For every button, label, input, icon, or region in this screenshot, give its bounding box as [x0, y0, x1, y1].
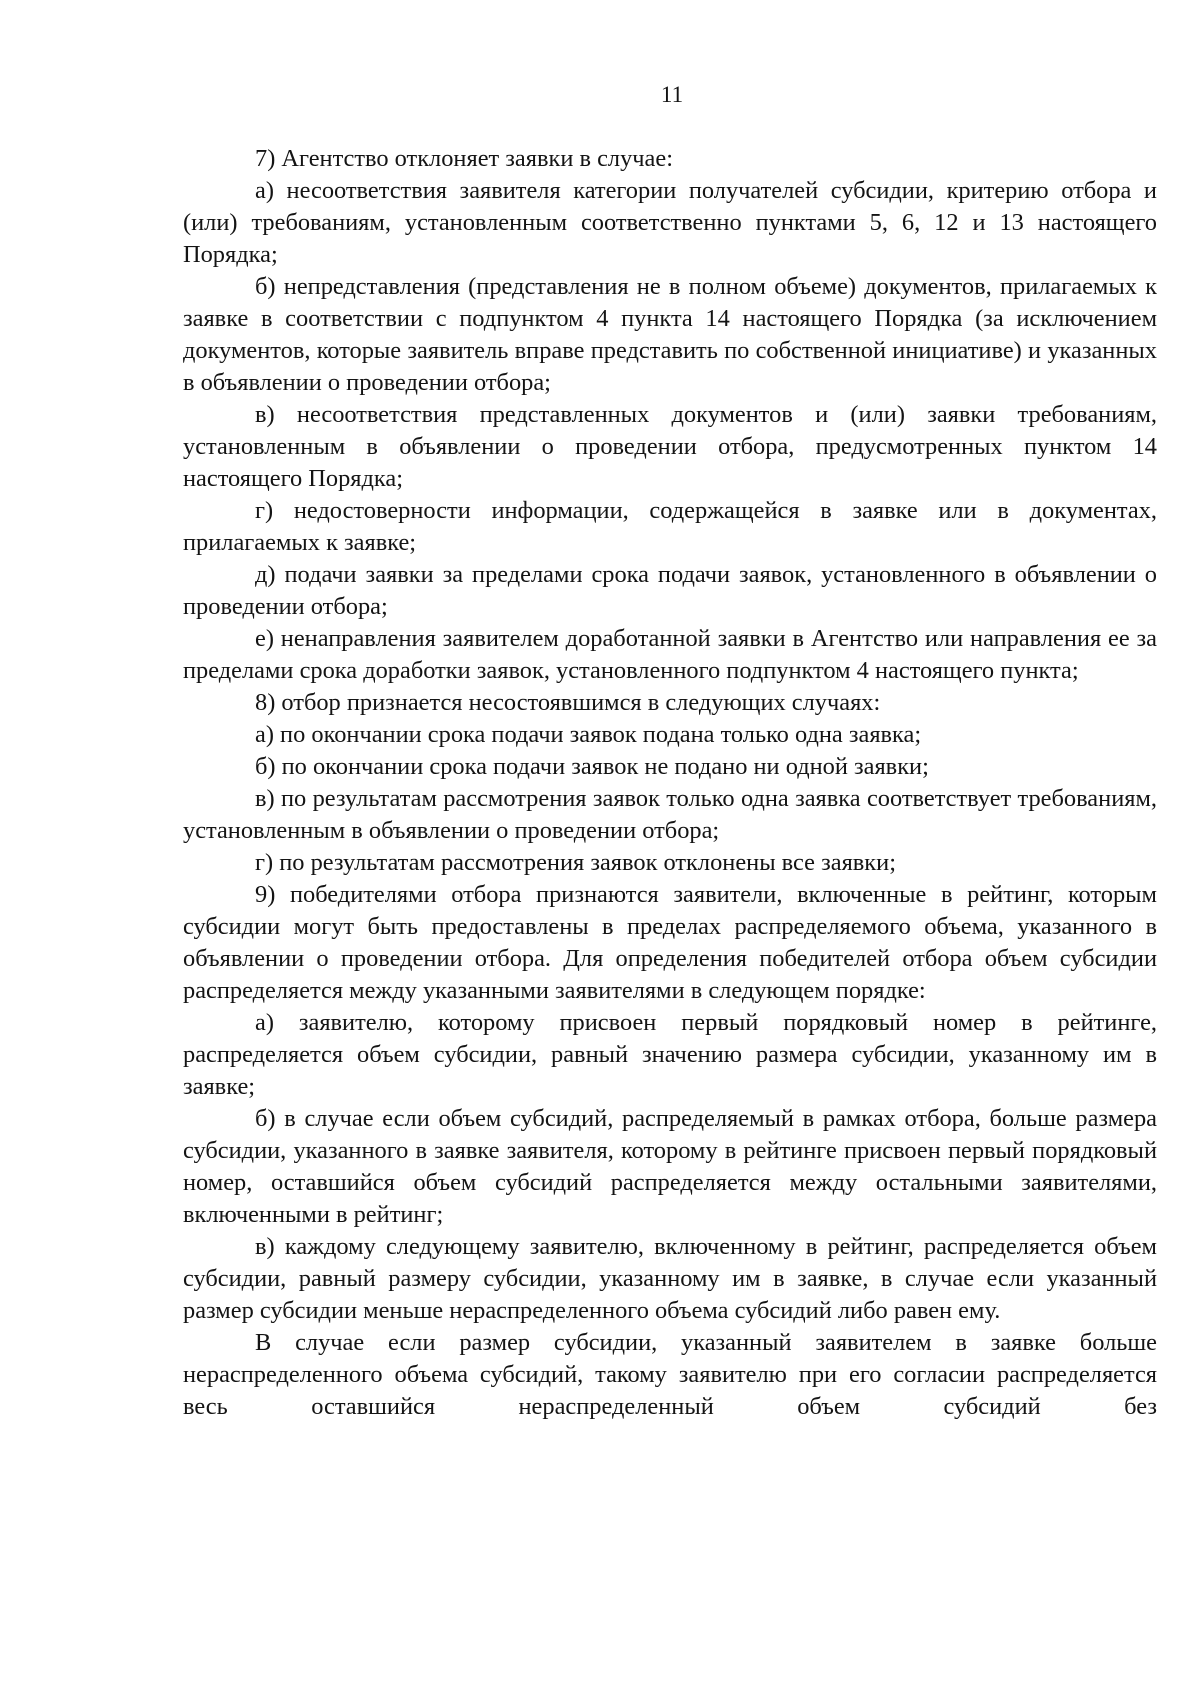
paragraph-9a: а) заявителю, которому присвоен первый порядковый номер в рейтинге, распределяется объем субсидии, равный значению размера субсидии, указанному им в заявке; [183, 1009, 1157, 1100]
paragraph-9b: б) в случае если объем субсидий, распределяемый в рамках отбора, больше размера субсидии, указанного в заявке заявителя, которому в рейтинге присвоен первый порядковый номер, оставшийся объем субсидий распределяется между остальными заявителями, включенными в рейтинг; [183, 1105, 1157, 1228]
paragraph-7e: е) ненаправления заявителем доработанной заявки в Агентство или направления ее за пределами срока доработки заявок, установленного подпунктом 4 настоящего пункта; [183, 625, 1157, 684]
paragraph-7-heading: 7) Агентство отклоняет заявки в случае: [255, 145, 673, 172]
paragraph-7v: в) несоответствия представленных документов и (или) заявки требованиям, установленным в объявлении о проведении отбора, предусмотренных пунктом 14 настоящего Порядка; [183, 401, 1157, 492]
paragraph-8g: г) по результатам рассмотрения заявок отклонены все заявки; [255, 849, 896, 876]
paragraph-8v: в) по результатам рассмотрения заявок только одна заявка соответствует требованиям, установленным в объявлении о проведении отбора; [183, 785, 1157, 844]
paragraph-7b: б) непредставления (представления не в полном объеме) документов, прилагаемых к заявке в соответствии с подпунктом 4 пункта 14 настоящего Порядка (за исключением документов, которые заявитель вправе представить по собственной инициативе) и указанных в объявлении о проведении отбора; [183, 273, 1157, 396]
page-number: 11 [660, 82, 684, 107]
paragraph-7g: г) недостоверности информации, содержащейся в заявке или в документах, прилагаемых к заявке; [183, 497, 1157, 556]
document-body [183, 143, 1157, 1423]
paragraph-9-heading: 9) победителями отбора признаются заявители, включенные в рейтинг, которым субсидии могут быть предоставлены в пределах распределяемого объема, указанного в объявлении о проведении отбора. Для определения победителей отбора объем субсидии распределяется между указанными заявителями в следующем порядке: [183, 881, 1157, 1004]
paragraph-8b: б) по окончании срока подачи заявок не подано ни одной заявки; [255, 753, 929, 780]
paragraph-7a: а) несоответствия заявителя категории получателей субсидии, критерию отбора и (или) требованиям, установленным соответственно пунктами 5, 6, 12 и 13 настоящего Порядка; [183, 177, 1157, 268]
paragraph-8-heading: 8) отбор признается несостоявшимся в следующих случаях: [255, 689, 881, 716]
paragraph-7d: д) подачи заявки за пределами срока подачи заявок, установленного в объявлении о проведении отбора; [183, 561, 1157, 620]
paragraph-continuation: В случае если размер субсидии, указанный заявителем в заявке больше нераспределенного объема субсидий, такому заявителю при его согласии распределяется весь оставшийся нераспределенный объем субсидий без [183, 1329, 1157, 1420]
paragraph-8a: а) по окончании срока подачи заявок подана только одна заявка; [255, 721, 922, 748]
paragraph-9v: в) каждому следующему заявителю, включенному в рейтинг, распределяется объем субсидии, равный размеру субсидии, указанному им в заявке, в случае если указанный размер субсидии меньше нераспределенного объема субсидий либо равен ему. [183, 1233, 1157, 1324]
